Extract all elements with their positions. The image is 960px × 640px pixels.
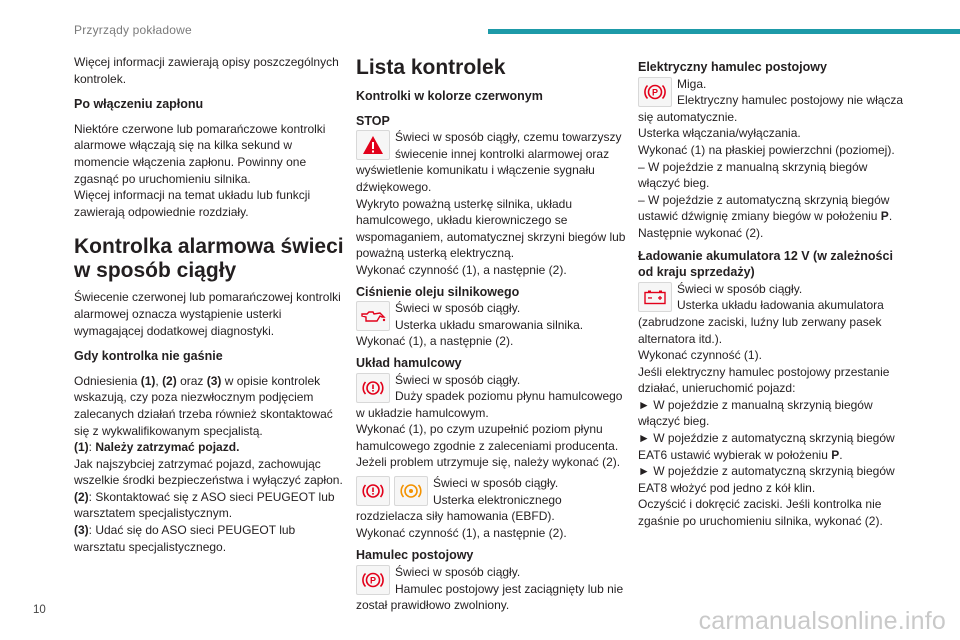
stop-action: Wykonać czynność (1), a następnie (2).	[356, 262, 567, 277]
epb-line-2: Elektryczny hamulec postojowy nie włącza się automatycznie.	[638, 93, 904, 124]
reference-3: (3): Udać się do ASO sieci PEUGEOT lub warsztatu specjalistycznego.	[74, 523, 296, 554]
oil-title: Ciśnienie oleju silnikowego	[356, 284, 520, 299]
ignition-text: Niektóre czerwone lub pomarańczowe kontrolki alarmowe włączają się na kilka sekund w momencie włączenia zapłonu. Powinny one zgasnąć po uruchomieniu silnika.	[74, 121, 326, 186]
heading-warning-list: Lista kontrolek	[356, 56, 506, 79]
epb-line-3: Usterka włączania/wyłączania.	[638, 126, 801, 141]
ebfd-line-2: Usterka elektronicznego rozdzielacza siły hamowania (EBFD).	[356, 492, 562, 524]
column-1	[74, 54, 344, 555]
epb-title: Elektryczny hamulec postojowy	[638, 60, 827, 74]
parking-brake-icon	[356, 565, 390, 595]
reference-2: (2): Skontaktować się z ASO sieci PEUGEOT lub warsztatem specjalistycznym.	[74, 489, 335, 521]
parking-brake-icon	[638, 77, 672, 107]
ebfd-icons	[356, 476, 428, 506]
ebfd-item	[356, 475, 626, 525]
battery-line-1: Świeci w sposób ciągły.	[677, 281, 803, 296]
battery-line-2: Usterka układu ładowania akumulatora (zabrudzone zaciski, luźny lub zerwany pasek alternatora itd.).	[638, 298, 884, 346]
header-accent-bar	[488, 29, 960, 34]
ebfd-line-1: Świeci w sposób ciągły.	[433, 476, 559, 491]
parking-line-1: Świeci w sposób ciągły.	[395, 565, 521, 580]
battery-line-8: Oczyścić i dokręcić zaciski. Jeśli kontrolka nie zgaśnie po uruchomieniu silnika, wykonać (2).	[638, 497, 883, 529]
oil-line-2: Usterka układu smarowania silnika.	[395, 317, 584, 332]
heading-not-off: Gdy kontrolka nie gaśnie	[74, 349, 223, 364]
battery-line-5: ► W pojeździe z manualną skrzynią biegów włączyć bieg.	[638, 397, 873, 429]
column-3	[638, 54, 908, 530]
column-2	[356, 54, 626, 614]
brake-action: Wykonać (1), po czym uzupełnić poziom płynu hamulcowego zgodnie z zaleceniami producenta.	[356, 422, 619, 453]
brake-line-1: Świeci w sposób ciągły.	[395, 372, 521, 387]
heading-ignition: Po włączeniu zapłonu	[74, 97, 204, 112]
references-text: Odniesienia (1), (2) oraz (3) w opisie kontrolek wskazują, czy poza niezwłocznym podjęciem zalecanych działań trzeba również skontaktować się z wykwalifikowanym specjalistą.	[74, 373, 333, 438]
oil-item	[356, 300, 626, 333]
parking-title: Hamulec postojowy	[356, 548, 474, 563]
watermark: carmanualsonline.info	[698, 607, 946, 635]
battery-line-6: ► W pojeździe z automatyczną skrzynią biegów EAT6 ustawić wybierak w położeniu P.	[638, 431, 895, 462]
alarm-text: Świecenie czerwonej lub pomarańczowej kontrolki alarmowej oznacza wystąpienie usterki wymagającej dodatkowej diagnostyki.	[74, 290, 341, 338]
brake-action-2: Jeżeli problem utrzymuje się, należy wykonać (2).	[356, 455, 621, 470]
svg-text:P: P	[369, 575, 377, 586]
warning-triangle-icon	[356, 130, 390, 160]
brake-line-2: Duży spadek poziomu płynu hamulcowego w układzie hamulcowym.	[356, 389, 623, 420]
stop-detail: Wykryto poważną usterkę silnika, układu hamulcowego, układu kierowniczego se wspomaganiem, automatycznej skrzyni biegów lub poważną usterką elektryczną.	[356, 196, 626, 261]
brake-title: Układ hamulcowy	[356, 355, 462, 370]
oil-can-icon	[356, 301, 390, 331]
parking-item	[356, 564, 626, 614]
ignition-more-text: Więcej informacji na temat układu lub funkcji zawierają odpowiednie rozdziały.	[74, 188, 311, 219]
reference-1-text: Jak najszybciej zatrzymać pojazd, zachowując wszelkie środki bezpieczeństwa i wyłączyć zapłon.	[74, 456, 343, 488]
battery-line-3: Wykonać czynność (1).	[638, 348, 762, 363]
epb-line-5: – W pojeździe z manualną skrzynią biegów włączyć bieg.	[638, 159, 868, 191]
reference-1: (1): Należy zatrzymać pojazd.	[74, 440, 240, 455]
intro-text: Więcej informacji zawierają opisy poszczególnych kontrolek.	[74, 55, 339, 86]
battery-line-7: ► W pojeździe z automatyczną skrzynią biegów EAT8 włożyć pod jedno z kół klin.	[638, 464, 895, 495]
epb-line-6: – W pojeździe z automatyczną skrzynią biegów ustawić dźwignię zmiany biegów w położeniu P.	[638, 192, 893, 224]
battery-line-4: Jeśli elektryczny hamulec postojowy przestanie działać, unieruchomić pojazd:	[638, 364, 890, 396]
brake-system-icon	[356, 476, 390, 506]
heading-red-warnings: Kontrolki w kolorze czerwonym	[356, 89, 543, 103]
stop-item	[356, 129, 626, 195]
stop-text: Świeci w sposób ciągły, czemu towarzyszy świecenie innej kontrolki alarmowej oraz wyświetlenie komunikatu i włączenie sygnału dźwiękowego.	[356, 130, 622, 194]
oil-action: Wykonać (1), a następnie (2).	[356, 334, 514, 349]
abs-icon	[394, 476, 428, 506]
brake-item	[356, 372, 626, 422]
epb-item	[638, 76, 908, 126]
battery-item	[638, 281, 908, 347]
epb-line-4: Wykonać (1) na płaskiej powierzchni (poziomej).	[638, 142, 895, 157]
oil-line-1: Świeci w sposób ciągły.	[395, 301, 521, 316]
brake-system-icon	[356, 373, 390, 403]
stop-title: STOP	[356, 113, 390, 128]
parking-line-2: Hamulec postojowy jest zaciągnięty lub nie został prawidłowo zwolniony.	[356, 581, 624, 613]
svg-text:P: P	[651, 87, 659, 98]
page-number: 10	[33, 604, 46, 616]
epb-line-7: Następnie wykonać (2).	[638, 225, 764, 240]
epb-line-1: Miga.	[677, 76, 707, 91]
ebfd-action: Wykonać czynność (1), a następnie (2).	[356, 525, 567, 540]
battery-title: Ładowanie akumulatora 12 V (w zależności od kraju sprzedaży)	[638, 248, 893, 280]
heading-alarm-steady: Kontrolka alarmowa świeci w sposób ciągły	[74, 235, 344, 283]
running-header: Przyrządy pokładowe	[74, 23, 192, 37]
battery-icon	[638, 282, 672, 312]
